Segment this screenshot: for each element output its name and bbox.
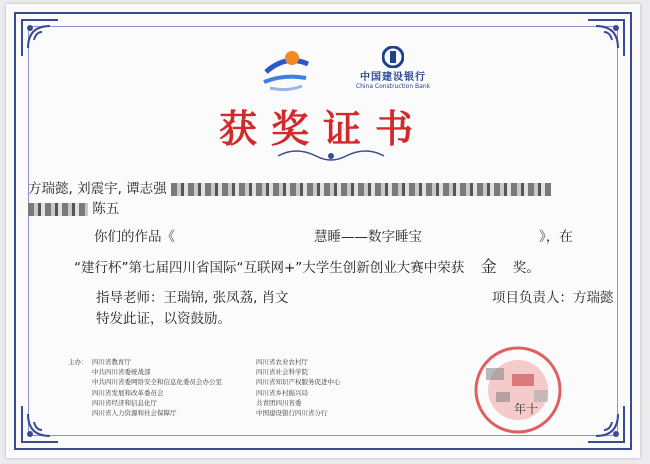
awardee-names <box>28 177 551 197</box>
organizer-item: 四川省发展和改革委员会 <box>92 388 164 397</box>
awardee-names-visible: 方瑞懿, 刘震宇, 谭志强 <box>28 181 167 197</box>
flourish-ornament-icon <box>276 146 386 166</box>
corner-ornament-icon <box>20 404 60 444</box>
logo-bar <box>256 44 436 94</box>
ccb-name-en: China Construction Bank <box>355 83 431 90</box>
award-line <box>74 254 540 277</box>
organizers-col1 <box>68 357 222 418</box>
redacted-names <box>28 203 88 216</box>
organizer-item: 四川省人力资源和社会保障厅 <box>92 409 177 418</box>
work-suffix: 》，在 <box>539 229 573 245</box>
advisors: 指导老师：王瑞锦, 张凤荔, 肖文 <box>96 290 289 306</box>
seal-date-fragment: 年十 <box>514 402 539 416</box>
work-prefix: 你们的作品《 <box>94 229 175 245</box>
project-leader: 项目负责人：方瑞懿 <box>492 290 614 306</box>
work-line <box>94 225 573 245</box>
ccb-emblem-icon <box>382 46 404 68</box>
ccb-name-cn: 中国建设银行 <box>360 72 426 83</box>
organizer-item: 四川省农业农村厅 <box>256 358 308 366</box>
certificate-title: 获奖证书 <box>218 106 427 151</box>
awardee-names-line2-visible: 陈五 <box>92 201 120 217</box>
issue-statement: 特发此证，以资鼓励。 <box>96 311 231 327</box>
corner-ornament-icon <box>586 18 626 58</box>
certificate <box>6 4 640 458</box>
corner-ornament-icon <box>586 404 626 444</box>
organizer-item: 中共四川省委网络安全和信息化委员会办公室 <box>92 378 222 387</box>
organizer-item: 共青团四川省委 <box>256 398 302 407</box>
work-title: 慧睡——数字睡宝 <box>314 229 422 245</box>
award-grade: 金 <box>480 257 497 276</box>
awardee-names-line2 <box>28 197 119 217</box>
organizer-item: 中共四川省委统战部 <box>92 368 151 377</box>
official-seal-icon <box>472 344 564 436</box>
organizer-item: 四川省社会科学院 <box>256 368 308 377</box>
contest-logo-icon <box>256 44 316 94</box>
corner-ornament-icon <box>20 18 60 58</box>
organizer-item: 四川省知识产权服务促进中心 <box>256 378 341 387</box>
redacted-names <box>171 183 551 196</box>
organizers-col2 <box>256 357 341 418</box>
organizers-label: 主办： <box>68 358 88 366</box>
award-text: “建行杯”第七届四川省国际“互联网+”大学生创新创业大赛中荣获 <box>74 260 465 276</box>
ccb-logo <box>348 46 438 92</box>
organizer-item: 四川省教育厅 <box>92 358 131 366</box>
award-suffix: 奖。 <box>512 260 540 276</box>
organizer-item: 四川省乡村振兴局 <box>256 388 308 397</box>
organizer-item: 四川省经济和信息化厅 <box>92 398 157 407</box>
organizer-item: 中国建设银行四川省分行 <box>256 409 328 418</box>
